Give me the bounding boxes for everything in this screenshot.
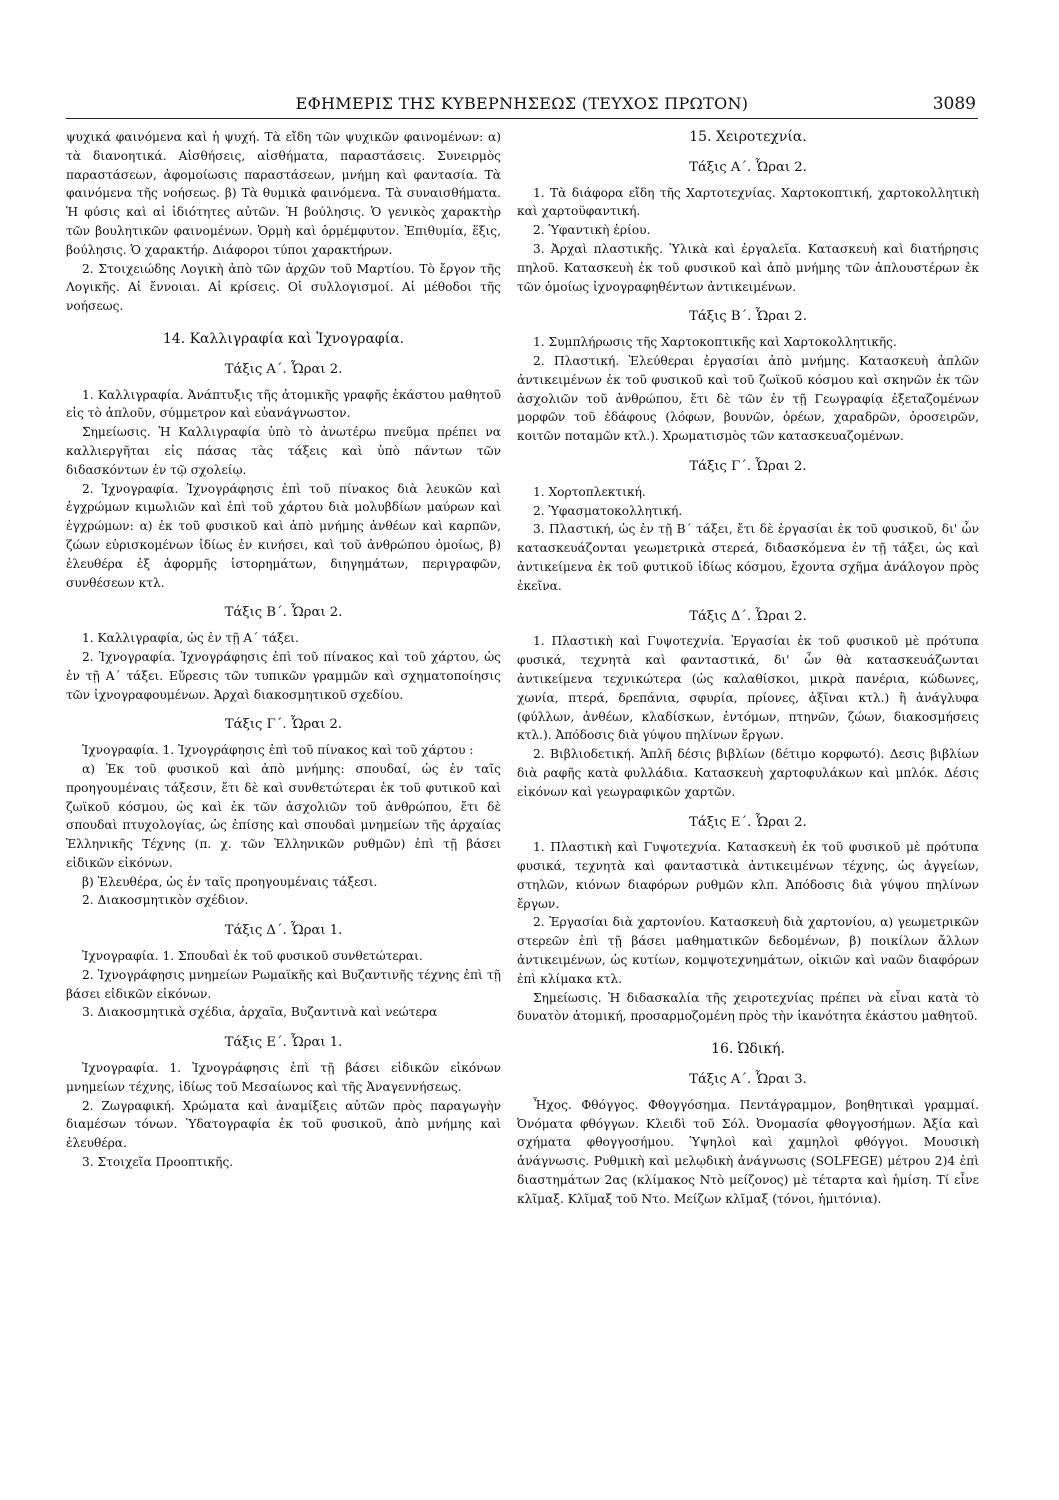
paragraph: 1. Πλαστικὴ καὶ Γυψοτεχνία. Ἐργασίαι ἐκ τοῦ φυσικοῦ μὲ πρότυπα φυσικά, τεχνητὰ καὶ φανταστικά, δι' ὧν θὰ κατασκευάζωνται ἀντικείμενα τεχνικώτερα (ὡς καλαθίσκοι, μικρὰ πανέρια, κώδωνες, χωνία, πτερά, δρεπάνια, σφυρία, πρίονες, ἀξῖναι κτλ.) ἢ ἀνάγλυφα (φύλλων, ἀνθέων, κλαδίσκων, ἐντόμων, πτηνῶν, ζώων, διακοσμήσεις κτλ.). Ἀπόδοσις διὰ γύψου πηλίνων ἔργων. — [517, 634, 979, 743]
paragraph: α) Ἐκ τοῦ φυσικοῦ καὶ ἀπὸ μνήμης: σπουδαί, ὡς ἐν ταῖς προηγουμέναις τάξεσιν, ἔτι δὲ καὶ συνθετώτεραι ἐκ τοῦ φυτικοῦ καὶ ζωϊκοῦ κόσμου, ὡς καὶ ἐκ τῶν ἀσχολιῶν τοῦ ἀνθρώπου, ἔτι δὲ σπουδαὶ πτυχολογίας, ὡς ἐπίσης καὶ σπουδαὶ μνημείων τῆς ἀρχαίας Ἑλληνικῆς Τέχνης (π. χ. τῶν Ἑλληνικῶν ρυθμῶν) ἐπὶ τῇ βάσει εἰδικῶν εἰκόνων. — [66, 761, 501, 870]
paragraph: 1. Τὰ διάφορα εἴδη τῆς Χαρτοτεχνίας. Χαρτοκοπτική, χαρτοκολλητικὴ καὶ χαρτοϋφαντική. — [517, 185, 979, 219]
paragraph: Ἰχνογραφία. 1. Ἰχνογράφησις ἐπὶ τῇ βάσει εἰδικῶν εἰκόνων μνημείων τέχνης, ἰδίως τοῦ Μεσαίωνος καὶ τῆς Ἀναγεννήσεως. — [66, 1061, 501, 1094]
section-heading: 16. Ὠδική. — [711, 1041, 785, 1058]
page-header — [66, 94, 978, 119]
paragraph: Ἰχνογραφία. 1. Ἰχνογράφησις ἐπὶ τοῦ πίνακος καὶ τοῦ χάρτου : — [82, 743, 474, 758]
paragraph: 1. Καλλιγραφία, ὡς ἐν τῇ Α΄ τάξει. — [82, 631, 299, 646]
paragraph: 3. Διακοσμητικὰ σχέδια, ἀρχαῖα, Βυζαντινὰ καὶ νεώτερα — [82, 1005, 438, 1020]
paragraph: 2. Ὑφαντικὴ ἐρίου. — [533, 223, 651, 238]
paragraph: 2. Ἰχνογραφία. Ἰχνογράφησις ἐπὶ τοῦ πίνακος διὰ λευκῶν καὶ ἐγχρώμων κιμωλιῶν καὶ ἐπὶ τοῦ χάρτου διὰ μολυβδίων μαύρων καὶ ἐγχρώμων: α) ἐκ τοῦ φυσικοῦ καὶ ἀπὸ μνήμης ἀνθέων καὶ καρπῶν, ζώων εὑρισκομένων ἰδίως ἐν κινήσει, καὶ τοῦ ἀνθρώπου ὁμοίως, β) ἐλευθέρα ἐξ ἀφορμῆς ἱστορημάτων, διηγημάτων, περιγραφῶν, συνθέσεων κτλ. — [66, 481, 501, 590]
class-heading: Τάξις Α΄. Ὧραι 2. — [224, 361, 343, 377]
paragraph: 2. Ζωγραφική. Χρώματα καὶ ἀναμίξεις αὐτῶν πρὸς παραγωγὴν διαμέσων τόνων. Ὑδατογραφία ἐκ τοῦ φυσικοῦ, ἀπὸ μνήμης καὶ ἐλευθέρα. — [66, 1098, 501, 1151]
right-column — [517, 128, 979, 1209]
left-column — [66, 128, 501, 1172]
class-heading: Τάξις Δ΄. Ὧραι 1. — [224, 923, 343, 939]
paragraph: 2. Ἰχνογράφησις μνημείων Ρωμαϊκῆς καὶ Βυζαντινῆς τέχνης ἐπὶ τῇ βάσει εἰδικῶν εἰκόνων. — [66, 967, 501, 1001]
paragraph: Ἦχος. Φθόγγος. Φθογγόσημα. Πεντάγραμμον, βοηθητικαὶ γραμμαί. Ὀνόματα φθόγγων. Κλειδὶ τοῦ Σόλ. Ὀνομασία φθογγοσήμων. Ἀξία καὶ σχήματα φθογγοσήμου. Ὑψηλοὶ καὶ χαμηλοὶ φθόγγοι. Μουσικὴ ἀνάγνωσις. Ρυθμικὴ καὶ μελῳδικὴ ἀνάγνωσις (SOLFEGE) μέτρου 2)4 ἐπὶ διαστημάτων 2ας (κλίμακος Ντὸ μείζονος) μὲ τέταρτα καὶ ἡμίση. Τί εἶνε κλῖμαξ. Κλῖμαξ τοῦ Ντο. Μείζων κλῖμαξ (τόνοι, ἡμιτόνια). — [517, 1097, 979, 1206]
paragraph: 3. Στοιχεῖα Προοπτικῆς. — [82, 1155, 234, 1170]
paragraph: 2. Πλαστική. Ἐλεύθεραι ἐργασίαι ἀπὸ μνήμης. Κατασκευὴ ἁπλῶν ἀντικειμένων ἐκ τοῦ φυσικοῦ καὶ τοῦ ζωϊκοῦ κόσμου καὶ σκηνῶν ἐκ τῶν ἀσχολιῶν τοῦ ἀνθρώπου, ἔτι δὲ τῶν ἐν τῇ Γεωγραφίᾳ ἐξεταζομένων μορφῶν τοῦ ἐδάφους (λόφων, βουνῶν, ὀρέων, χαραδρῶν, ὀροσειρῶν, κοιτῶν ποταμῶν κτλ.). Χρωματισμὸς τῶν κατασκευαζομένων. — [517, 353, 979, 444]
paragraph: 3. Ἀρχαὶ πλαστικῆς. Ὑλικὰ καὶ ἐργαλεῖα. Κατασκευὴ καὶ διατήρησις πηλοῦ. Κατασκευὴ ἐκ τοῦ φυσικοῦ καὶ ἀπὸ μνήμης τῶν ἁπλουστέρων ἐκ τῶν ὁμοίως ἰχνογραφηθέντων ἀντικειμένων. — [517, 241, 979, 294]
class-heading: Τάξις Ε΄. Ὧραι 2. — [689, 814, 807, 830]
paragraph: 1. Πλαστικὴ καὶ Γυψοτεχνία. Κατασκευὴ ἐκ τοῦ φυσικοῦ μὲ πρότυπα φυσικά, τεχνητὰ καὶ φανταστικὰ ἀντικειμένων τέχνης, ὡς ἀγγείων, στηλῶν, κιόνων διαφόρων ρυθμῶν κλπ. Ἀπόδοσις διὰ γύψου πηλίνων ἔργων. — [517, 840, 979, 911]
paragraph: 1. Συμπλήρωσις τῆς Χαρτοκοπτικῆς καὶ Χαρτοκολλητικῆς. — [533, 335, 897, 350]
paragraph: 1. Χορτοπλεκτική. — [533, 484, 646, 499]
class-heading: Τάξις Γ΄. Ὧραι 2. — [689, 458, 807, 474]
paragraph: 2. Ἐργασίαι διὰ χαρτονίου. Κατασκευὴ διὰ χαρτονίου, α) γεωμετρικῶν στερεῶν ἐπὶ τῇ βάσει μαθηματικῶν δεδομένων, β) ποικίλων ἄλλων ἀντικειμένων, ὡς κυτίων, κομψοτεχνημάτων, οἰκιῶν καὶ ναῶν διαφόρων ἐπὶ κλίμακα κτλ. — [517, 915, 979, 986]
class-heading: Τάξις Β΄. Ὧραι 2. — [689, 309, 807, 325]
section-heading: 15. Χειροτεχνία. — [689, 129, 807, 145]
paragraph: Σημείωσις. Ἡ Καλλιγραφία ὑπὸ τὸ ἀνωτέρω πνεῦμα πρέπει να καλλιεργῆται εἰς πάσας τὰς τάξεις καὶ ὑπὸ πάντων τῶν διδασκόντων ἐν τῷ σχολείῳ. — [66, 425, 501, 477]
paragraph: 3. Πλαστική, ὡς ἐν τῇ Β΄ τάξει, ἔτι δὲ ἐργασίαι ἐκ τοῦ φυσικοῦ, δι' ὧν κατασκευάζονται γεωμετρικὰ στερεά, διδασκόμενα ἐν τῇ τάξει, ὡς καὶ ἀντικείμενα ἐκ τοῦ φυτικοῦ ἰδίως κόσμου, ἔχοντα σχῆμα ἀνάλογον πρὸς ἐκεῖνα. — [517, 522, 979, 593]
paragraph: 2. Στοιχειώδης Λογικὴ ἀπὸ τῶν ἀρχῶν τοῦ Μαρτίου. Τὸ ἔργον τῆς Λογικῆς. Αἱ ἔννοιαι. Αἱ κρίσεις. Οἱ συλλογισμοί. Αἱ μέθοδοι τῆς νοήσεως. — [66, 261, 501, 314]
class-heading: Τάξις Ε΄. Ὧραι 1. — [224, 1035, 343, 1051]
section-heading: 14. Καλλιγραφία καὶ Ἰχνογραφία. — [162, 330, 405, 347]
class-heading: Τάξις Β΄. Ὧραι 2. — [224, 605, 343, 621]
paragraph: Ἰχνογραφία. 1. Σπουδαὶ ἐκ τοῦ φυσικοῦ συνθετώτεραι. — [82, 949, 423, 964]
paragraph: 2. Διακοσμητικὸν σχέδιον. — [82, 893, 249, 908]
paragraph: 2. Βιβλιοδετική. Ἁπλῆ δέσις βιβλίων (δέτιμο κορφωτό). Δεσις βιβλίων διὰ ραφῆς κατὰ φυλλάδια. Κατασκευὴ χαρτοφυλάκων καὶ μπλόκ. Δέσις εἰκόνων καὶ γεωγραφικῶν χαρτῶν. — [517, 747, 979, 799]
class-heading: Τάξις Α΄. Ὧραι 3. — [689, 1072, 807, 1088]
class-heading: Τάξις Α΄. Ὧραι 2. — [689, 159, 807, 175]
paragraph: 2. Ὑφασματοκολλητική. — [533, 503, 683, 518]
paragraph: Σημείωσις. Ἡ διδασκαλία τῆς χειροτεχνίας πρέπει νὰ εἶναι κατὰ τὸ δυνατὸν ἀτομική, προσαρμοζομένη πρὸς τὴν ἱκανότητα ἑκάστου μαθητοῦ. — [517, 990, 979, 1024]
paragraph: 2. Ἰχνογραφία. Ἰχνογράφησις ἐπὶ τοῦ πίνακος καὶ τοῦ χάρτου, ὡς ἐν τῇ Α΄ τάξει. Εὕρεσις τῶν τυπικῶν γραμμῶν καὶ σχηματοποίησις τῶν ἰχνογραφουμένων. Ἀρχαὶ διακοσμητικοῦ σχεδίου. — [66, 649, 501, 702]
class-heading: Τάξις Δ΄. Ὧραι 2. — [689, 608, 807, 624]
gazette-title: ΕΦΗΜΕΡΙΣ ΤΗΣ ΚΥΒΕΡΝΗΣΕΩΣ (ΤΕΥΧΟΣ ΠΡΩΤΟΝ) — [295, 94, 749, 113]
class-heading: Τάξις Γ΄. Ὧραι 2. — [224, 717, 343, 733]
paragraph: 1. Καλλιγραφία. Ἀνάπτυξις τῆς ἀτομικῆς γραφῆς ἑκάστου μαθητοῦ εἰς τὸ ἁπλοῦν, σύμμετρον καὶ εὐανάγνωστον. — [66, 387, 501, 421]
paragraph: β) Ἐλευθέρα, ὡς ἐν ταῖς προηγουμέναις τάξεσι. — [82, 874, 378, 889]
page-number: 3089 — [932, 94, 976, 114]
paragraph: ψυχικά φαινόμενα καὶ ἡ ψυχή. Τὰ εἴδη τῶν ψυχικῶν φαινομένων: α) τὰ διανοητικά. Αἰσθήσεις, αἰσθήματα, παραστάσεις. Συνειρμὸς παραστάσεων, ἀφομοίωσις παραστάσεων, μνήμη καὶ φαντασία. Τὰ φαινόμενα τῆς νοήσεως. β) Τὰ θυμικὰ φαινόμενα. Τὰ συναισθήματα. Ἡ φύσις καὶ αἱ ἰδιότητες αὐτῶν. Ἡ βούλησις. Ὁ γενικὸς χαρακτὴρ τῶν βουλητικῶν φαινομένων. Ὁρμὴ καὶ ὁρμέμφυτον. Ἐπιθυμία, ἕξις, βούλησις. Ὁ χαρακτήρ. Διάφοροι τύποι χαρακτήρων. — [66, 130, 501, 257]
